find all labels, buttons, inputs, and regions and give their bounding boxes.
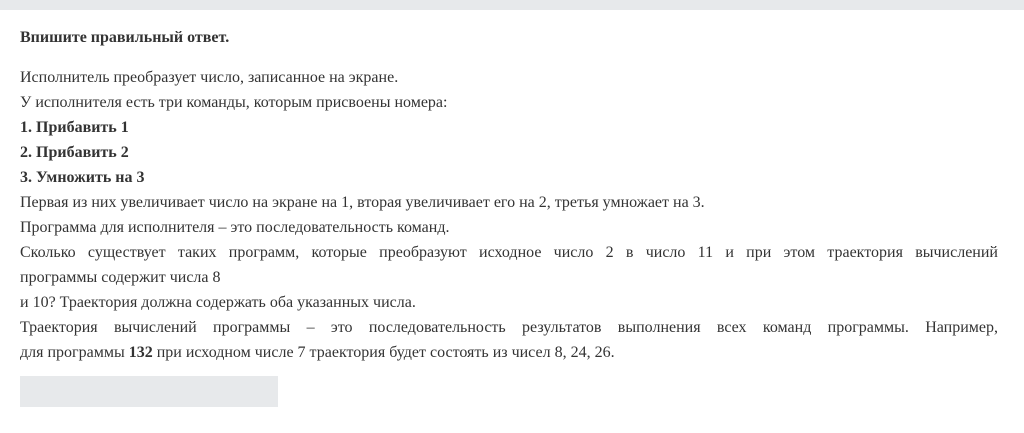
task-line-4: Программа для исполнителя – это последовательность команд. bbox=[20, 219, 450, 236]
answer-input[interactable] bbox=[20, 376, 278, 407]
task-line-5: Сколько существует таких программ, которые преобразуют исходное число 2 в число 11 и при этом траектория вычислений bbox=[20, 244, 998, 261]
task-line-6: программы содержит числа 8 bbox=[20, 269, 221, 286]
task-line-8: Траектория вычислений программы – это последовательность результатов выполнения всех команд программы. Например, bbox=[20, 319, 998, 336]
command-2: 2. Прибавить 2 bbox=[20, 144, 129, 161]
task-line-9 bbox=[20, 340, 998, 365]
task-line-1: Исполнитель преобразует число, записанное на экране. bbox=[20, 69, 399, 86]
task-line-9-end: при исходном числе 7 траектория будет состоять из чисел 8, 24, 26. bbox=[152, 344, 615, 361]
task-line-9-start: для программы bbox=[20, 344, 129, 361]
command-3: 3. Умножить на 3 bbox=[20, 169, 145, 186]
command-1: 1. Прибавить 1 bbox=[20, 119, 129, 136]
top-bar bbox=[0, 0, 1024, 10]
task-line-7: и 10? Траектория должна содержать оба указанных числа. bbox=[20, 294, 416, 311]
task-instruction: Впишите правильный ответ. bbox=[20, 29, 230, 46]
program-example: 132 bbox=[128, 344, 153, 361]
task-line-2: У исполнителя есть три команды, которым присвоены номера: bbox=[20, 94, 448, 111]
task-line-3: Первая из них увеличивает число на экране на 1, вторая увеличивает его на 2, третья умножает на 3. bbox=[20, 194, 705, 211]
task-body bbox=[20, 65, 998, 365]
